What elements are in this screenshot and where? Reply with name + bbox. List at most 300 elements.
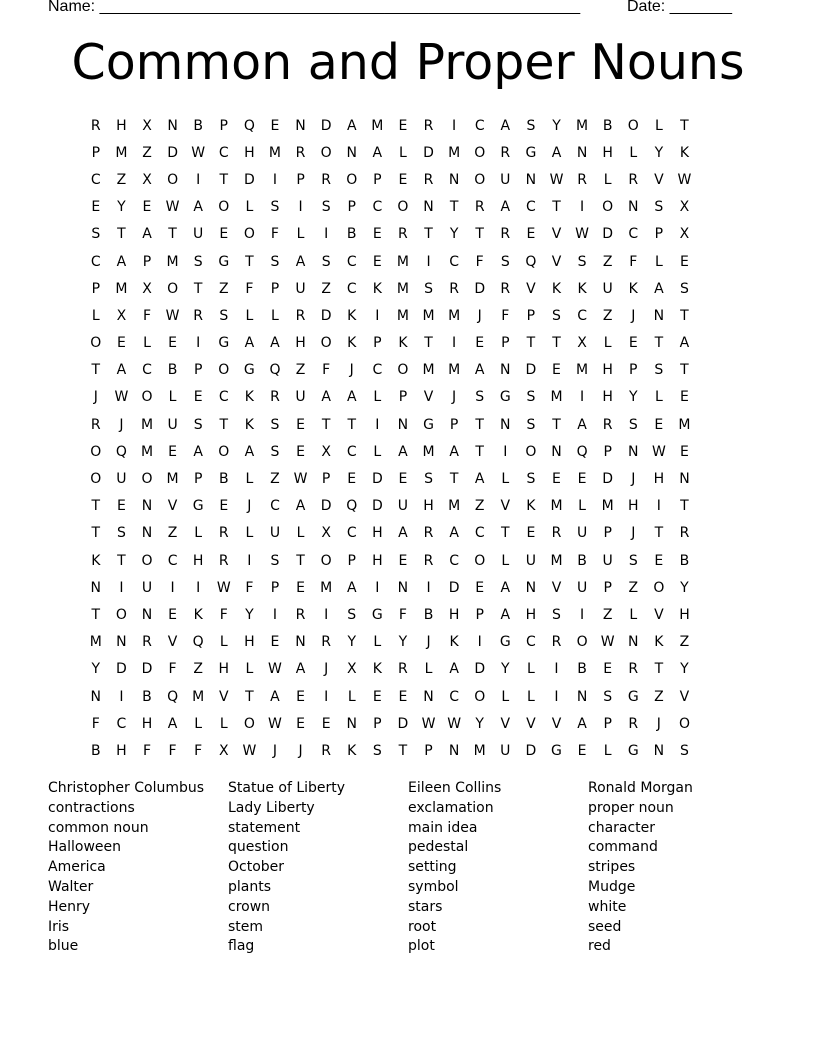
grid-row: [83, 384, 733, 411]
grid-cell: U: [602, 552, 613, 569]
grid-cell: P: [321, 471, 331, 488]
grid-cell: T: [91, 498, 101, 515]
grid-cell: H: [218, 661, 230, 678]
grid-cell: C: [449, 552, 459, 569]
grid-cell: X: [679, 199, 690, 216]
grid-cell: Y: [501, 661, 510, 678]
grid-cell: Y: [117, 199, 126, 216]
grid-cell: D: [167, 144, 178, 161]
grid-cell: C: [372, 362, 383, 379]
grid-cell: D: [602, 226, 614, 243]
grid-cell: G: [499, 634, 511, 651]
grid-cell: N: [295, 117, 306, 134]
grid-cell: M: [396, 280, 409, 297]
grid-cell: A: [449, 525, 459, 542]
grid-cell: U: [397, 498, 409, 515]
grid-cell: J: [631, 471, 636, 488]
grid-cell: W: [165, 307, 180, 324]
grid-row: [83, 465, 733, 492]
word-bank-item: seed: [588, 918, 622, 935]
grid-cell: V: [526, 715, 536, 732]
grid-cell: E: [398, 471, 408, 488]
word-bank-column: [408, 779, 588, 957]
grid-cell: G: [525, 144, 537, 161]
grid-cell: P: [193, 362, 203, 379]
grid-cell: Z: [654, 688, 664, 705]
grid-cell: V: [679, 688, 690, 705]
grid-cell: V: [551, 253, 562, 270]
grid-cell: A: [244, 335, 255, 352]
grid-cell: Q: [346, 498, 358, 515]
grid-cell: T: [424, 226, 433, 243]
grid-cell: C: [218, 144, 229, 161]
word-bank-item: crown: [228, 898, 271, 915]
grid-cell: O: [141, 389, 153, 406]
grid-cell: E: [526, 525, 536, 542]
grid-cell: G: [192, 498, 204, 515]
grid-cell: R: [423, 552, 434, 569]
grid-cell: I: [272, 606, 278, 623]
grid-cell: M: [192, 688, 205, 705]
grid-cell: D: [371, 498, 383, 515]
grid-cell: D: [243, 171, 255, 188]
grid-cell: R: [321, 742, 331, 759]
grid-cell: M: [550, 552, 563, 569]
grid-cell: J: [656, 715, 661, 732]
grid-cell: T: [552, 199, 561, 216]
word-bank-item: common noun: [48, 819, 149, 836]
grid-cell: P: [501, 335, 510, 352]
grid-cell: I: [426, 579, 431, 596]
grid-cell: M: [448, 144, 461, 161]
grid-cell: F: [629, 253, 638, 270]
grid-cell: D: [320, 498, 332, 515]
grid-cell: N: [141, 498, 153, 515]
grid-cell: K: [347, 742, 357, 759]
grid-cell: D: [602, 471, 614, 488]
grid-cell: C: [142, 362, 152, 379]
grid-cell: E: [654, 416, 664, 433]
grid-cell: F: [91, 715, 100, 732]
grid-cell: L: [603, 171, 612, 188]
grid-cell: E: [577, 742, 587, 759]
grid-cell: S: [270, 416, 280, 433]
word-bank-item: Christopher Columbus: [48, 780, 205, 796]
grid-cell: O: [602, 199, 614, 216]
grid-cell: L: [501, 471, 510, 488]
grid-cell: W: [549, 171, 564, 188]
grid-cell: X: [346, 661, 357, 678]
grid-cell: M: [89, 634, 102, 651]
grid-cell: L: [424, 661, 433, 678]
grid-cell: A: [449, 661, 459, 678]
grid-cell: C: [474, 117, 485, 134]
grid-cell: T: [526, 335, 536, 352]
grid-cell: L: [399, 144, 407, 161]
grid-cell: M: [550, 389, 563, 406]
grid-cell: J: [631, 307, 636, 324]
grid-cell: Y: [398, 634, 408, 651]
grid-cell: E: [219, 226, 229, 243]
grid-cell: N: [653, 307, 665, 324]
grid-cell: F: [270, 226, 279, 243]
grid-cell: Y: [347, 634, 357, 651]
grid-cell: O: [320, 144, 332, 161]
grid-row: [83, 221, 733, 248]
grid-cell: T: [552, 416, 561, 433]
grid-cell: P: [296, 171, 305, 188]
grid-cell: P: [373, 335, 382, 352]
word-bank-item: proper noun: [588, 799, 674, 816]
grid-cell: E: [603, 661, 613, 678]
grid-cell: O: [346, 171, 358, 188]
grid-cell: S: [500, 253, 510, 270]
grid-cell: B: [90, 742, 101, 759]
grid-cell: P: [91, 144, 101, 161]
grid-cell: U: [500, 171, 511, 188]
grid-cell: S: [628, 552, 638, 569]
grid-cell: C: [90, 171, 101, 188]
grid-cell: O: [678, 715, 690, 732]
grid-cell: L: [296, 226, 305, 243]
grid-cell: S: [526, 117, 536, 134]
grid-cell: O: [320, 335, 332, 352]
grid-cell: V: [654, 606, 664, 623]
grid-cell: R: [218, 525, 229, 542]
grid-cell: T: [654, 525, 664, 542]
word-bank-item: Ronald Morgan: [588, 780, 693, 796]
grid-cell: G: [551, 742, 562, 759]
grid-cell: A: [551, 144, 562, 161]
grid-cell: U: [500, 742, 511, 759]
grid-cell: A: [116, 362, 127, 379]
grid-cell: G: [627, 688, 639, 705]
grid-cell: I: [452, 335, 457, 352]
grid-cell: I: [324, 688, 329, 705]
word-bank-item: character: [588, 819, 656, 836]
grid-row: [83, 302, 733, 329]
grid-cell: I: [580, 606, 585, 623]
grid-cell: O: [115, 606, 127, 623]
grid-row: [83, 166, 733, 193]
grid-row: [83, 574, 733, 601]
grid-cell: M: [448, 362, 461, 379]
grid-cell: A: [295, 253, 306, 270]
grid-cell: L: [194, 715, 203, 732]
grid-cell: I: [119, 579, 124, 596]
word-bank-item: main idea: [408, 819, 478, 836]
grid-cell: M: [473, 742, 486, 759]
word-bank-item: stripes: [588, 859, 636, 876]
grid-cell: V: [423, 389, 434, 406]
grid-cell: P: [193, 471, 203, 488]
grid-cell: I: [324, 606, 329, 623]
word-bank-item: white: [588, 898, 627, 915]
word-bank-column: [48, 779, 228, 957]
grid-cell: B: [167, 362, 178, 379]
word-bank-item: stars: [408, 898, 443, 915]
grid-cell: P: [142, 253, 152, 270]
grid-cell: L: [526, 688, 535, 705]
grid-cell: S: [321, 199, 331, 216]
word-bank-column: [588, 779, 768, 957]
grid-cell: K: [91, 552, 101, 569]
grid-cell: D: [320, 307, 332, 324]
grid-row: [83, 601, 733, 628]
grid-cell: I: [375, 307, 380, 324]
grid-cell: R: [295, 144, 306, 161]
grid-cell: N: [525, 579, 537, 596]
grid-cell: D: [474, 280, 486, 297]
grid-cell: R: [551, 634, 562, 651]
grid-cell: P: [526, 307, 536, 324]
grid-cell: Z: [602, 307, 613, 324]
grid-cell: Q: [115, 443, 127, 460]
grid-cell: C: [526, 199, 536, 216]
grid-cell: G: [499, 389, 511, 406]
grid-row: [83, 112, 733, 139]
grid-cell: T: [475, 416, 484, 433]
grid-cell: P: [475, 606, 484, 623]
grid-cell: D: [525, 362, 537, 379]
grid-cell: E: [398, 117, 408, 134]
grid-cell: A: [321, 389, 331, 406]
grid-cell: T: [552, 335, 561, 352]
grid-cell: E: [168, 335, 177, 352]
grid-cell: J: [93, 389, 98, 406]
grid-cell: L: [501, 552, 510, 569]
grid-cell: O: [474, 552, 486, 569]
grid-cell: S: [116, 525, 126, 542]
grid-cell: L: [245, 199, 254, 216]
grid-cell: P: [91, 280, 101, 297]
grid-cell: M: [115, 144, 128, 161]
grid-cell: A: [474, 362, 485, 379]
grid-cell: O: [243, 715, 255, 732]
word-bank-item: stem: [228, 918, 264, 935]
grid-cell: L: [629, 144, 638, 161]
grid-cell: X: [116, 307, 127, 324]
word-bank-item: root: [408, 918, 437, 935]
grid-cell: S: [193, 253, 203, 270]
grid-cell: S: [321, 253, 331, 270]
grid-cell: J: [452, 389, 457, 406]
grid-cell: H: [679, 606, 690, 623]
word-bank-item: America: [48, 859, 106, 876]
grid-cell: N: [448, 742, 460, 759]
grid-cell: R: [321, 634, 331, 651]
grid-cell: O: [397, 362, 409, 379]
grid-cell: C: [346, 280, 357, 297]
grid-cell: T: [654, 335, 664, 352]
grid-cell: G: [218, 253, 230, 270]
grid-cell: L: [143, 335, 151, 352]
grid-cell: I: [426, 253, 431, 270]
grid-cell: M: [166, 253, 179, 270]
word-bank-item: red: [588, 938, 611, 955]
grid-cell: U: [525, 552, 537, 569]
grid-cell: L: [373, 634, 382, 651]
grid-cell: M: [320, 579, 333, 596]
grid-cell: X: [577, 335, 587, 352]
grid-cell: P: [270, 280, 280, 297]
grid-cell: S: [91, 226, 101, 243]
grid-cell: T: [117, 226, 126, 243]
grid-cell: K: [347, 307, 357, 324]
grid-cell: E: [526, 226, 536, 243]
grid-cell: N: [423, 688, 434, 705]
grid-cell: N: [141, 525, 153, 542]
grid-cell: H: [141, 715, 153, 732]
grid-cell: M: [448, 307, 461, 324]
grid-cell: E: [577, 471, 587, 488]
grid-cell: O: [167, 280, 179, 297]
grid-row: [83, 629, 733, 656]
grid-cell: D: [371, 471, 383, 488]
grid-cell: K: [193, 606, 203, 623]
grid-row: [83, 139, 733, 166]
grid-cell: E: [168, 606, 177, 623]
grid-cell: S: [680, 280, 689, 297]
grid-cell: T: [475, 226, 484, 243]
grid-cell: E: [680, 253, 689, 270]
grid-cell: V: [500, 498, 511, 515]
grid-cell: L: [603, 742, 612, 759]
grid-cell: S: [372, 742, 382, 759]
grid-cell: M: [550, 498, 563, 515]
word-bank-item: pedestal: [408, 839, 469, 856]
grid-cell: T: [347, 416, 357, 433]
grid-cell: X: [142, 117, 152, 134]
grid-cell: S: [193, 416, 203, 433]
grid-cell: K: [244, 416, 254, 433]
grid-cell: T: [501, 525, 510, 542]
grid-cell: K: [551, 280, 562, 297]
grid-cell: T: [424, 335, 433, 352]
grid-cell: K: [398, 335, 408, 352]
grid-cell: T: [168, 226, 177, 243]
grid-cell: N: [397, 579, 409, 596]
grid-cell: A: [500, 579, 511, 596]
grid-cell: H: [244, 634, 255, 651]
grid-cell: F: [194, 742, 203, 759]
grid-cell: E: [552, 362, 561, 379]
word-bank-item: exclamation: [408, 799, 494, 816]
grid-cell: L: [245, 661, 254, 678]
grid-cell: H: [525, 606, 537, 623]
grid-cell: F: [142, 742, 152, 759]
grid-cell: M: [396, 253, 409, 270]
grid-cell: V: [167, 634, 178, 651]
grid-cell: B: [346, 226, 357, 243]
grid-cell: W: [421, 715, 436, 732]
word-bank-column: [228, 779, 408, 957]
grid-cell: C: [167, 552, 178, 569]
grid-cell: W: [677, 171, 692, 188]
grid-cell: U: [269, 525, 281, 542]
grid-row: [83, 275, 733, 302]
grid-cell: J: [119, 416, 124, 433]
grid-cell: X: [142, 171, 152, 188]
grid-cell: P: [424, 742, 433, 759]
grid-cell: N: [653, 742, 665, 759]
grid-cell: S: [270, 199, 280, 216]
grid-cell: D: [448, 579, 460, 596]
grid-cell: N: [295, 634, 306, 651]
grid-cell: E: [680, 443, 689, 460]
grid-cell: I: [324, 226, 329, 243]
grid-cell: E: [193, 389, 203, 406]
word-bank: [48, 779, 768, 957]
grid-row: [83, 357, 733, 384]
grid-cell: P: [603, 443, 612, 460]
grid-cell: I: [580, 199, 585, 216]
grid-cell: Z: [270, 471, 280, 488]
grid-cell: L: [373, 389, 382, 406]
grid-cell: W: [651, 443, 666, 460]
grid-cell: O: [525, 443, 537, 460]
grid-cell: I: [119, 688, 124, 705]
grid-cell: R: [90, 117, 101, 134]
grid-cell: A: [500, 117, 511, 134]
grid-cell: J: [324, 661, 329, 678]
grid-cell: O: [90, 471, 102, 488]
grid-cell: M: [601, 498, 614, 515]
grid-cell: J: [349, 362, 354, 379]
grid-cell: I: [503, 443, 508, 460]
grid-cell: L: [168, 389, 177, 406]
grid-cell: R: [500, 226, 511, 243]
grid-cell: L: [501, 688, 510, 705]
grid-cell: S: [347, 606, 357, 623]
grid-cell: C: [449, 253, 459, 270]
grid-cell: J: [247, 498, 252, 515]
grid-cell: I: [554, 661, 559, 678]
word-bank-item: plants: [228, 878, 272, 895]
grid-cell: S: [424, 471, 433, 488]
grid-cell: M: [115, 280, 128, 297]
grid-cell: E: [296, 416, 305, 433]
grid-cell: C: [628, 226, 639, 243]
grid-cell: Q: [525, 253, 537, 270]
grid-cell: V: [218, 688, 229, 705]
grid-cell: T: [193, 280, 203, 297]
grid-cell: A: [295, 498, 306, 515]
grid-cell: O: [243, 226, 255, 243]
grid-cell: I: [298, 199, 303, 216]
grid-cell: F: [142, 307, 152, 324]
grid-cell: R: [551, 525, 562, 542]
grid-cell: R: [321, 171, 331, 188]
grid-cell: L: [245, 307, 254, 324]
grid-cell: S: [552, 606, 561, 623]
grid-cell: U: [295, 389, 306, 406]
grid-cell: A: [372, 144, 383, 161]
grid-cell: X: [218, 742, 229, 759]
grid-cell: S: [603, 688, 613, 705]
grid-cell: I: [554, 688, 559, 705]
grid-cell: Y: [245, 606, 254, 623]
grid-cell: N: [448, 171, 460, 188]
grid-cell: L: [526, 661, 535, 678]
grid-cell: C: [526, 634, 536, 651]
grid-cell: N: [346, 144, 357, 161]
grid-cell: Y: [680, 579, 689, 596]
grid-cell: A: [270, 335, 280, 352]
grid-cell: R: [193, 307, 204, 324]
grid-cell: E: [680, 389, 689, 406]
grid-cell: R: [423, 171, 434, 188]
